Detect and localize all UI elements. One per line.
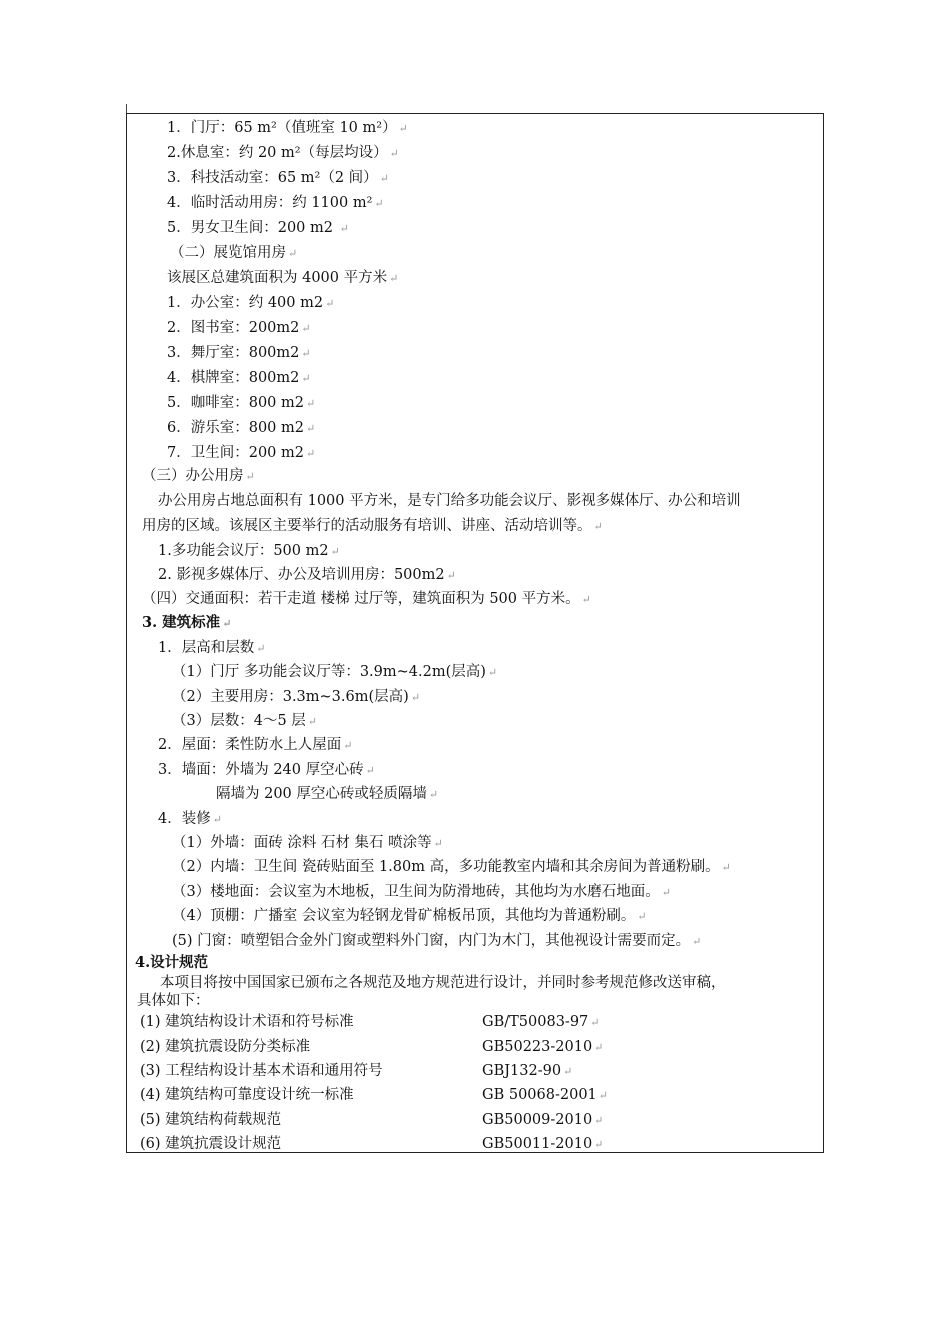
paragraph-codes-intro-2: 具体如下： <box>137 993 210 1009</box>
line-ceiling: （4）顶棚：广播室 会议室为轻钢龙骨矿棉板吊顶，其他均为普通粉刷。 ↵ <box>172 908 647 924</box>
standard-code-3: GBJ132-90 ↵ <box>482 1063 573 1079</box>
line-flooring: （3）楼地面：会议室为木地板，卫生间为防滑地砖，其他均为水磨石地面。 ↵ <box>172 884 671 900</box>
corner-mark <box>126 104 151 113</box>
line-floor-count: （3）层数：4～5 层 ↵ <box>172 713 318 729</box>
line-traffic-area: （四）交通面积：若干走道 楼梯 过厅等，建筑面积为 500 平方米。 ↵ <box>142 591 591 607</box>
subheading-exhibition: （二）展览馆用房 ↵ <box>170 245 298 261</box>
standard-name-2: (2) 建筑抗震设防分类标准 <box>140 1039 311 1055</box>
paragraph-office-1: 办公用房占地总面积有 1000 平方米，是专门给多功能会议厅、影视多媒体厅、办公和培训 <box>158 493 741 509</box>
line-meeting-hall: 1.多功能会议厅：500 m2 ↵ <box>158 543 340 559</box>
standard-code-6: GB50011-2010 ↵ <box>482 1136 604 1152</box>
line-ballroom: 3．舞厅室：800m2 ↵ <box>167 345 311 361</box>
line-decoration: 4．装修 ↵ <box>158 811 222 827</box>
standard-name-1: (1) 建筑结构设计术语和符号标准 <box>140 1014 354 1030</box>
line-bathroom: 7．卫生间：200 m2 ↵ <box>167 445 316 461</box>
line-office: 1．办公室：约 400 m2 ↵ <box>167 295 335 311</box>
line-game-room: 6．游乐室：800 m2 ↵ <box>167 420 316 436</box>
paragraph-office-2: 用房的区域。该展区主要举行的活动服务有培训、讲座、活动培训等。 ↵ <box>142 518 603 534</box>
line-main-room-height: （2）主要用房：3.3m~3.6m(层高) ↵ <box>172 689 421 705</box>
paragraph-codes-intro-1: 本项目将按中国国家已颁布之各规范及地方规范进行设计，并同时参考规范修改送审稿， <box>160 975 726 991</box>
line-foyer: 1．门厅：65 m²（值班室 10 m²） ↵ <box>167 120 408 136</box>
line-cafe: 5．咖啡室：800 m2 ↵ <box>167 395 316 411</box>
line-exhibition-area: 该展区总建筑面积为 4000 平方米 ↵ <box>167 270 399 286</box>
line-roof: 2．屋面：柔性防水上人屋面 ↵ <box>158 737 353 753</box>
heading-building-standards: 3. 建筑标准 ↵ <box>142 614 232 631</box>
line-doors-windows: (5) 门窗：喷塑铝合金外门窗或塑料外门窗，内门为木门，其他视设计需要而定。 ↵ <box>172 933 702 949</box>
standard-name-5: (5) 建筑结构荷载规范 <box>140 1112 282 1128</box>
line-media-hall: 2. 影视多媒体厅、办公及培训用房：500m2 ↵ <box>158 567 456 583</box>
line-lounge: 2.休息室：约 20 m²（每层均设） ↵ <box>167 145 399 161</box>
standard-name-3: (3) 工程结构设计基本术语和通用符号 <box>140 1063 383 1079</box>
line-walls: 3．墙面：外墙为 240 厚空心砖 ↵ <box>158 762 375 778</box>
line-partition-walls: 隔墙为 200 厚空心砖或轻质隔墙 ↵ <box>216 786 439 802</box>
line-exterior-wall: （1）外墙：面砖 涂料 石材 集石 喷涂等 ↵ <box>172 835 443 851</box>
line-restrooms: 5．男女卫生间：200 m2 ↵ <box>167 220 349 236</box>
subheading-office-rooms: （三）办公用房 ↵ <box>142 468 255 484</box>
heading-design-codes: 4.设计规范 <box>135 954 209 971</box>
line-tech-room: 3．科技活动室：65 m²（2 间） ↵ <box>167 170 389 186</box>
standard-name-6: (6) 建筑抗震设计规范 <box>140 1136 282 1152</box>
standard-code-2: GB50223-2010 ↵ <box>482 1039 604 1055</box>
line-chess-room: 4．棋牌室：800m2 ↵ <box>167 370 311 386</box>
line-floor-height: 1．层高和层数 ↵ <box>158 640 266 656</box>
line-interior-wall: （2）内墙：卫生间 瓷砖贴面至 1.80m 高，多功能教室内墙和其余房间为普通粉刷。 ↵ <box>172 859 731 875</box>
standard-name-4: (4) 建筑结构可靠度设计统一标准 <box>140 1087 354 1103</box>
standard-code-4: GB 50068-2001 ↵ <box>482 1087 608 1103</box>
standard-code-1: GB/T50083-97 ↵ <box>482 1014 600 1030</box>
standard-code-5: GB50009-2010 ↵ <box>482 1112 604 1128</box>
line-library: 2．图书室：200m2 ↵ <box>167 320 311 336</box>
line-temp-activity: 4．临时活动用房：约 1100 m² ↵ <box>167 195 384 211</box>
line-foyer-height: （1）门厅 多功能会议厅等：3.9m~4.2m(层高) ↵ <box>172 664 498 680</box>
